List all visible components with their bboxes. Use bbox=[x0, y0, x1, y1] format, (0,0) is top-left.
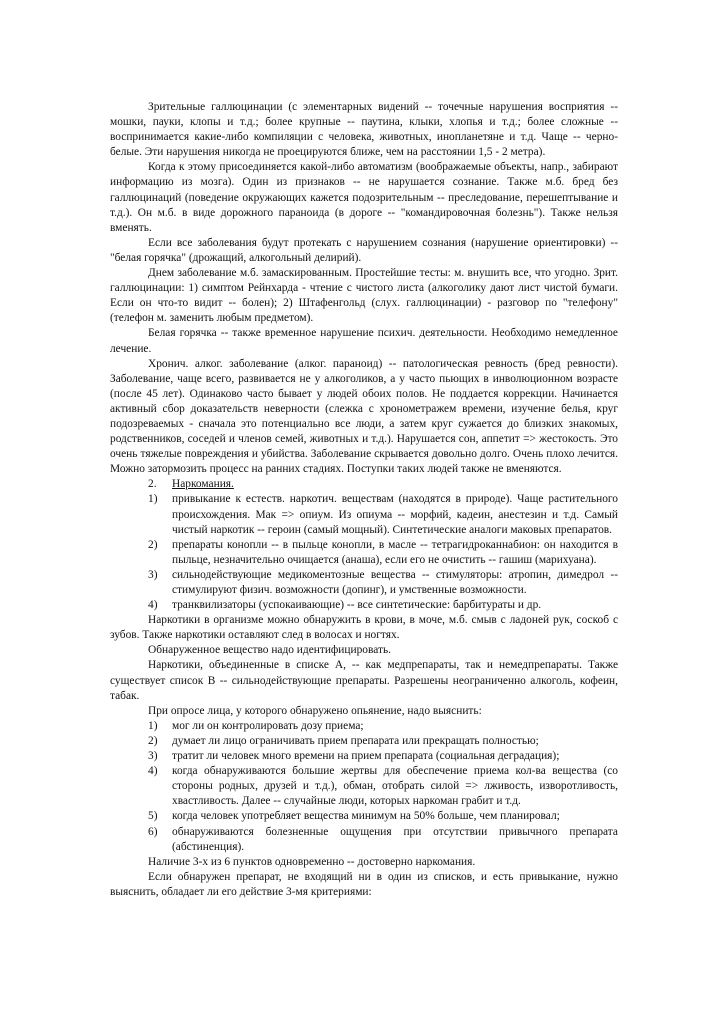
list-item bbox=[110, 538, 618, 568]
paragraph-lists: Наркотики, объединенные в списке А, -- как медпрепараты, так и немедпрепараты. Также существует список В -- сильнодействующие препараты. Разрешены неограниченно алкоголь, кофеин, табак. bbox=[110, 659, 618, 702]
paragraph-automatism: Когда к этому присоединяется какой-либо автоматизм (воображаемые объекты, напр., забирают информацию из мозга). Один из признаков -- не нарушается сознание. Также м.б. бред без галлюцинаций (поведение окружающих кажется подозрительным -- преследование, перешептывание и т.д.). Он м.б. в виде дорожного параноида (в дороге -- "командировочная болезнь"). Также нельзя вменять. bbox=[110, 161, 618, 234]
list-item-text: тратит ли человек много времени на прием препарата (социальная деградация); bbox=[172, 750, 560, 763]
list-item-text: думает ли лицо ограничивать прием препарата или прекращать полностью; bbox=[172, 734, 539, 747]
list-item-text: мог ли он контролировать дозу приема; bbox=[172, 719, 364, 732]
paragraph-identify: Обнаруженное вещество надо идентифицировать. bbox=[148, 644, 391, 657]
list-item-text: когда обнаруживаются большие жертвы для обеспечение приема кол-ва вещества (со стороны родных, друзей и т.д.), обман, отобрать силой => лживость, изворотливость, хвастливость. Далее -- случайные люди, которых наркоман грабит и т.д. bbox=[172, 765, 618, 808]
list-item bbox=[110, 809, 618, 824]
list-item bbox=[110, 734, 618, 749]
section-number: 2. bbox=[148, 478, 157, 491]
list-item-number: 6) bbox=[148, 825, 158, 838]
list-item-number: 3) bbox=[148, 750, 158, 763]
list-item-number: 4) bbox=[148, 599, 158, 612]
paragraph-delirium: Если все заболевания будут протекать с нарушением сознания (нарушение ориентировки) -- "белая горячка" (дрожащий, алкогольный делирий). bbox=[110, 236, 618, 264]
list-item-number: 3) bbox=[148, 568, 158, 581]
list-item bbox=[110, 719, 618, 734]
list-item bbox=[110, 825, 618, 855]
list-item-number: 4) bbox=[148, 765, 158, 778]
list-item-number: 1) bbox=[148, 493, 158, 506]
list-item bbox=[110, 764, 618, 809]
paragraph-white-fever: Белая горячка -- также временное нарушение психич. деятельности. Необходимо немедленное лечение. bbox=[110, 327, 618, 355]
list-item-text: когда человек употребляет вещества минимум на 50% больше, чем планировал; bbox=[172, 810, 560, 823]
list-item-text: обнаруживаются болезненные ощущения при отсутствии привычного препарата (абстиненция). bbox=[172, 825, 618, 853]
paragraph-chronic: Хронич. алког. заболевание (алког. параноид) -- патологическая ревность (бред ревности). Заболевание, чаще всего, развивается не у алкоголиков, а у часто пьющих в инволюционном возрасте (после 45 лет). Одинаково часто бывает у людей обоих полов. Не поддается коррекции. Начинается активный сбор доказательств неверности (слежка с хронометражем времени, изучение белья, круг подозреваемых - сначала это потенциально все люди, а затем круг сужается до близких знакомых, родственников, соседей и членов семей, животных и т.д.). Нарушается сон, аппетит => жестокость. Это очень тяжелые повреждения и убийства. Заболевание скрывается довольно долго. Очень плохо лечится. Можно затормозить процесс на ранних стадиях. Поступки таких людей также не вменяются. bbox=[110, 357, 618, 476]
list-item-number: 2) bbox=[148, 734, 158, 747]
list-item-text: транквилизаторы (успокаивающие) -- все синтетические: барбитураты и др. bbox=[172, 599, 542, 612]
paragraph-detection: Наркотики в организме можно обнаружить в крови, в моче, м.б. смыв с ладоней рук, соскоб с зубов. Также наркотики оставляют след в волосах и ногтях. bbox=[110, 614, 618, 642]
list-item-number: 2) bbox=[148, 538, 158, 551]
section-heading bbox=[110, 477, 618, 492]
list-item-text: препараты конопли -- в пыльце конопли, в масле -- тетрагидроканнабион: он находится в пыльце, незначительно очищается (анаша), если его не очистить -- гашиш (марихуана). bbox=[172, 538, 618, 566]
paragraph-tests: Днем заболевание м.б. замаскированным. Простейшие тесты: м. внушить все, что угодно. Зрит. галлюцинации: 1) симптом Рейнхарда - чтение с чистого листа (алкоголику дают лист чистой бумаги. Если он что-то видит -- болен); 2) Штафенгольд (слух. галлюцинации) - разговор по "телефону" (телефон м. заменить любым предметом). bbox=[110, 267, 618, 325]
paragraph-questioning: При опросе лица, у которого обнаружено опьянение, надо выяснить: bbox=[148, 704, 482, 717]
list-item-text: привыкание к естеств. наркотич. веществам (находятся в природе). Чаще растительного происхождения. Мак => опиум. Из опиума -- морфий, кадеин, анестезин и т.д. Самый чистый наркотик -- героин (самый мощный). Синтетические аналоги маковых препаратов. bbox=[172, 493, 618, 536]
list-item-text: сильнодействующие медикоментозные вещества -- стимуляторы: атропин, димедрол -- стимулируют физич. возможности (допинг), и умственные возможности. bbox=[172, 568, 618, 596]
list-item bbox=[110, 568, 618, 598]
list-item bbox=[110, 598, 618, 613]
list-item-number: 1) bbox=[148, 719, 158, 732]
list-item bbox=[110, 492, 618, 537]
paragraph-visual-hallucinations: Зрительные галлюцинации (с элементарных видений -- точечные нарушения восприятия -- мошки, пауки, клопы и т.д.; более крупные -- паутина, клыки, хлопья и т.д.; более сложные -- воспринимается какие-либо компиляции с человека, животных, инопланетяне и т.д. Чаще -- черно-белые. Эти нарушения никогда не проецируются ближе, чем на расстоянии 1,5 - 2 метра). bbox=[110, 101, 618, 159]
section-title: Наркомания. bbox=[172, 478, 234, 491]
document-page bbox=[110, 100, 618, 900]
paragraph-conclusion: Наличие 3-х из 6 пунктов одновременно -- достоверно наркомания. bbox=[148, 855, 476, 868]
list-item bbox=[110, 749, 618, 764]
list-item-number: 5) bbox=[148, 810, 158, 823]
paragraph-criteria: Если обнаружен препарат, не входящий ни в один из списков, и есть привыкание, нужно выяснить, обладает ли его действие 3-мя критериями: bbox=[110, 870, 618, 898]
